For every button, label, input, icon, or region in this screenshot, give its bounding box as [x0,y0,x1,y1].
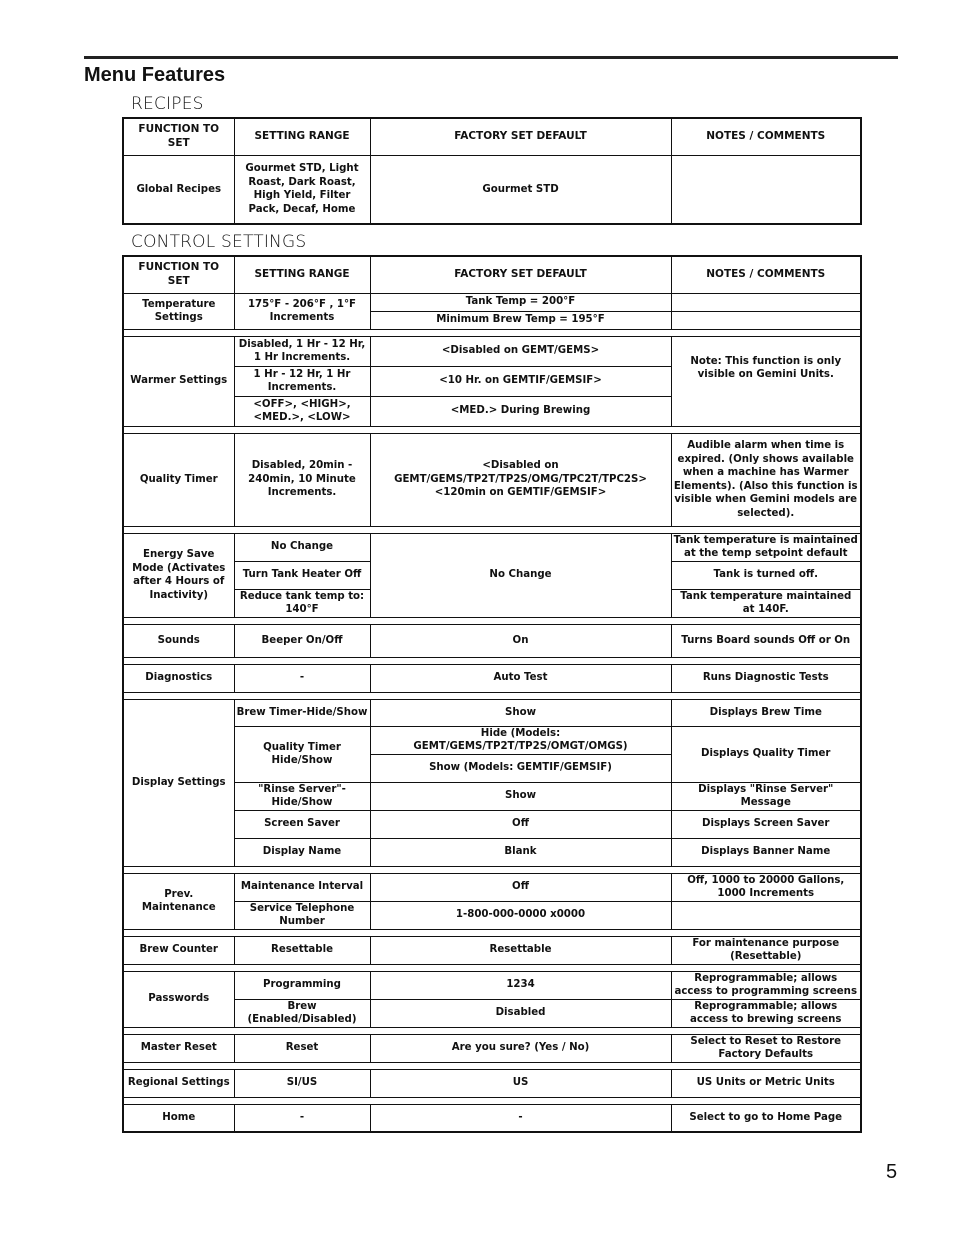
range-cell: Brew Timer-Hide/Show [234,699,370,726]
table-row [123,901,861,929]
separator-row [123,1097,861,1104]
notes-cell: For maintenance purpose (Resettable) [671,936,861,964]
function-cell: Warmer Settings [123,336,234,426]
control-section-title: CONTROL SETTINGS [131,232,307,252]
table-row [123,873,861,901]
default-cell: 1234 [370,971,671,999]
range-cell: Reset [234,1034,370,1062]
range-cell: Turn Tank Heater Off [234,561,370,589]
default-cell: No Change [370,533,671,617]
separator-row [123,866,861,873]
default-cell: Auto Test [370,664,671,692]
table-header-row [123,256,861,293]
separator-row [123,1062,861,1069]
range-cell: Resettable [234,936,370,964]
range-cell: Programming [234,971,370,999]
function-cell: Display Settings [123,699,234,866]
header-default: FACTORY SET DEFAULT [370,256,671,293]
table-row [123,971,861,999]
default-cell: Blank [370,838,671,866]
table-row [123,155,861,224]
table-row [123,1034,861,1062]
default-cell: <10 Hr. on GEMTIF/GEMSIF> [370,366,671,396]
header-range: SETTING RANGE [234,118,370,155]
default-cell: Show [370,782,671,810]
range-cell: SI/US [234,1069,370,1097]
table-row [123,838,861,866]
default-cell: Hide (Models: GEMT/GEMS/TP2T/TP2S/OMGT/OMGS) [370,726,671,754]
notes-cell: Tank temperature maintained at 140F. [671,589,861,617]
table-row [123,726,861,754]
function-cell: Energy Save Mode (Activates after 4 Hours of Inactivity) [123,533,234,617]
range-cell: Maintenance Interval [234,873,370,901]
table-row [123,1104,861,1132]
range-cell: Screen Saver [234,810,370,838]
notes-cell: Reprogrammable; allows access to programming screens [671,971,861,999]
page-title: Menu Features [84,64,226,86]
notes-cell: Displays "Rinse Server" Message [671,782,861,810]
header-default: FACTORY SET DEFAULT [370,118,671,155]
range-cell: <OFF>, <HIGH>, <MED.>, <LOW> [234,396,370,426]
range-cell: No Change [234,533,370,561]
recipes-section-title: RECIPES [131,94,204,114]
default-cell [370,433,671,526]
default-cell: <MED.> During Brewing [370,396,671,426]
notes-cell [671,293,861,311]
table-row [123,624,861,657]
function-cell: Home [123,1104,234,1132]
header-notes: NOTES / COMMENTS [671,256,861,293]
table-row [123,1069,861,1097]
top-rule [84,56,898,59]
separator-row [123,1027,861,1034]
separator-row [123,929,861,936]
notes-cell: Turns Board sounds Off or On [671,624,861,657]
notes-cell: Displays Banner Name [671,838,861,866]
default-cell: US [370,1069,671,1097]
separator-row [123,964,861,971]
default-cell: Tank Temp = 200°F [370,293,671,311]
notes-cell: Displays Quality Timer [671,726,861,782]
default-cell: Off [370,873,671,901]
range-cell: Disabled, 20min - 240min, 10 Minute Increments. [234,433,370,526]
default-cell: 1-800-000-0000 x0000 [370,901,671,929]
table-row [123,433,861,526]
default-cell: Resettable [370,936,671,964]
function-cell: Quality Timer [123,433,234,526]
default-cell: Gourmet STD [370,155,671,224]
table-row [123,664,861,692]
table-row [123,533,861,561]
default-cell: - [370,1104,671,1132]
default-line: <Disabled on GEMT/GEMS/TP2T/TP2S/OMG/TPC2T/TPC2S> [394,460,647,485]
default-cell: Off [370,810,671,838]
notes-cell: Reprogrammable; allows access to brewing screens [671,999,861,1027]
notes-cell [671,901,861,929]
range-cell: - [234,664,370,692]
default-cell: Disabled [370,999,671,1027]
function-cell: Sounds [123,624,234,657]
table-row [123,699,861,726]
notes-cell [671,155,861,224]
separator-row [123,329,861,336]
header-function: FUNCTION TO SET [123,256,234,293]
notes-cell: Note: This function is only visible on Gemini Units. [671,336,861,426]
range-cell: 175°F - 206°F , 1°F Increments [234,293,370,329]
notes-cell: Audible alarm when time is expired. (Only shows available when a machine has Warmer Elements). (Also this function is visible when Gemini models are selected). [671,433,861,526]
range-cell: Display Name [234,838,370,866]
header-range: SETTING RANGE [234,256,370,293]
notes-cell: Displays Screen Saver [671,810,861,838]
separator-row [123,617,861,624]
separator-row [123,526,861,533]
notes-cell: Tank is turned off. [671,561,861,589]
header-function: FUNCTION TO SET [123,118,234,155]
notes-cell: Tank temperature is maintained at the temp setpoint default [671,533,861,561]
table-row [123,336,861,366]
function-cell: Temperature Settings [123,293,234,329]
notes-cell: US Units or Metric Units [671,1069,861,1097]
range-cell: Reduce tank temp to: 140°F [234,589,370,617]
table-row [123,782,861,810]
function-cell: Diagnostics [123,664,234,692]
default-cell: Are you sure? (Yes / No) [370,1034,671,1062]
notes-cell: Select to Reset to Restore Factory Defaults [671,1034,861,1062]
default-cell: Show (Models: GEMTIF/GEMSIF) [370,754,671,782]
range-cell: Gourmet STD, Light Roast, Dark Roast, High Yield, Filter Pack, Decaf, Home [234,155,370,224]
range-cell: - [234,1104,370,1132]
function-cell: Master Reset [123,1034,234,1062]
table-header-row [123,118,861,155]
range-cell: Brew (Enabled/Disabled) [234,999,370,1027]
control-settings-table [122,255,862,1133]
function-cell: Prev. Maintenance [123,873,234,929]
function-cell: Brew Counter [123,936,234,964]
default-cell: On [370,624,671,657]
recipes-table [122,117,862,225]
table-row [123,810,861,838]
range-cell: Service Telephone Number [234,901,370,929]
separator-row [123,692,861,699]
notes-cell: Displays Brew Time [671,699,861,726]
range-cell: "Rinse Server"-Hide/Show [234,782,370,810]
function-cell: Regional Settings [123,1069,234,1097]
function-cell: Passwords [123,971,234,1027]
default-cell: <Disabled on GEMT/GEMS> [370,336,671,366]
notes-cell [671,311,861,329]
separator-row [123,657,861,664]
header-notes: NOTES / COMMENTS [671,118,861,155]
page-number: 5 [886,1161,898,1183]
range-cell: Beeper On/Off [234,624,370,657]
range-cell: 1 Hr - 12 Hr, 1 Hr Increments. [234,366,370,396]
range-cell: Disabled, 1 Hr - 12 Hr, 1 Hr Increments. [234,336,370,366]
default-line: <120min on GEMTIF/GEMSIF> [434,487,607,499]
notes-cell: Off, 1000 to 20000 Gallons, 1000 Increments [671,873,861,901]
default-cell: Show [370,699,671,726]
notes-cell: Select to go to Home Page [671,1104,861,1132]
notes-cell: Runs Diagnostic Tests [671,664,861,692]
function-cell: Global Recipes [123,155,234,224]
separator-row [123,426,861,433]
table-row [123,936,861,964]
table-row [123,999,861,1027]
default-cell: Minimum Brew Temp = 195°F [370,311,671,329]
range-cell: Quality Timer Hide/Show [234,726,370,782]
table-row [123,293,861,311]
